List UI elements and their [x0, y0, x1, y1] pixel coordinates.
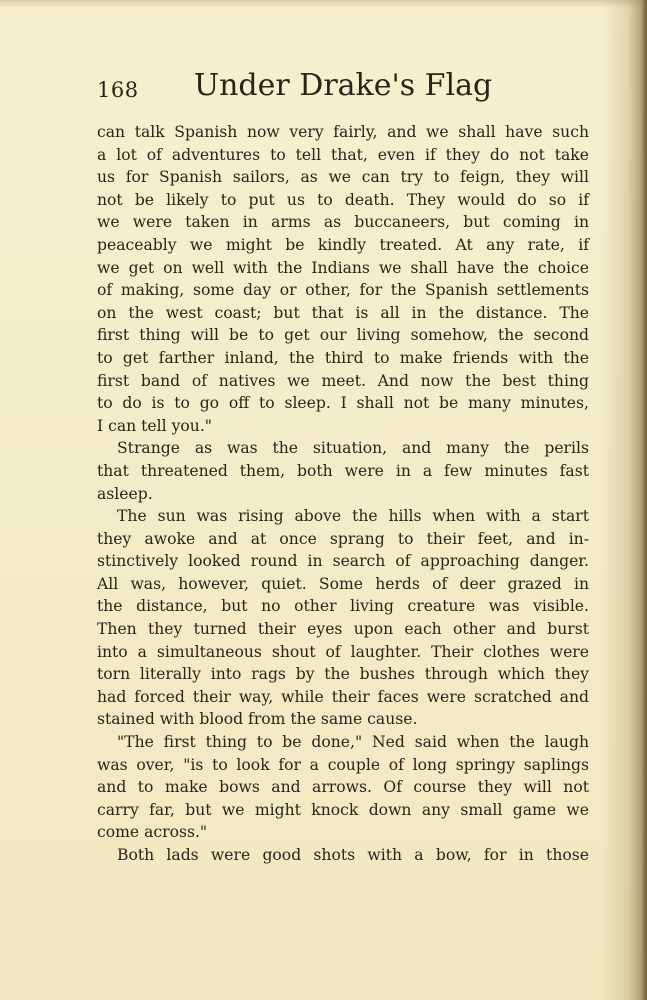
text-line: Strange as was the situation, and many the perils [117, 439, 589, 458]
text-line: stained with blood from the same cause. [97, 710, 418, 729]
running-title: Under Drake's Flag [193, 68, 493, 103]
text-line: not be likely to put us to death. They would do so if [97, 190, 589, 209]
text-line: that threatened them, both were in a few minutes fast [97, 461, 589, 480]
body-text [97, 121, 589, 867]
text-line: the distance, but no other living creature was visible. [97, 597, 589, 616]
page-top-edge [0, 0, 647, 8]
text-line: Both lads were good shots with a bow, for in those [117, 846, 589, 864]
text-line: and to make bows and arrows. Of course they will not [97, 778, 589, 797]
text-line: of making, some day or other, for the Spanish settlements [97, 281, 589, 300]
text-line: carry far, but we might knock down any small game we [97, 800, 589, 819]
text-line: Then they turned their eyes upon each other and burst [97, 620, 589, 639]
text-line: a lot of adventures to tell that, even if they do not take [97, 145, 589, 164]
text-line: into a simultaneous shout of laughter. Their clothes were [97, 642, 589, 661]
text-line: stinctively looked round in search of approaching danger. [97, 552, 589, 571]
text-line: us for Spanish sailors, as we can try to feign, they will [97, 168, 589, 187]
text-line: had forced their way, while their faces were scratched and [97, 687, 589, 706]
text-line: can talk Spanish now very fairly, and we shall have such [97, 123, 589, 141]
text-line: come across." [97, 823, 208, 842]
text-line: "The first thing to be done," Ned said when the laugh [117, 733, 589, 752]
running-header [97, 68, 589, 112]
text-line: I can tell you." [97, 416, 212, 435]
text-line: peaceably we might be kindly treated. At any rate, if [97, 235, 589, 254]
text-line: to do is to go off to sleep. I shall not be many minutes, [97, 394, 589, 413]
text-line: asleep. [97, 484, 153, 503]
text-line: we were taken in arms as buccaneers, but coming in [97, 213, 589, 232]
text-line: All was, however, quiet. Some herds of deer grazed in [97, 574, 589, 593]
text-line: they awoke and at once sprang to their feet, and in- [97, 529, 589, 548]
text-line: we get on well with the Indians we shall have the choice [97, 258, 589, 277]
text-line: to get farther inland, the third to make friends with the [97, 348, 589, 367]
text-line: first band of natives we meet. And now the best thing [97, 371, 589, 390]
text-line: first thing will be to get our living somehow, the second [97, 326, 589, 345]
text-line: The sun was rising above the hills when with a start [117, 507, 589, 526]
text-line: torn literally into rags by the bushes through which they [97, 665, 589, 684]
page-spine-shadow [641, 0, 647, 1000]
text-line: on the west coast; but that is all in the distance. The [97, 303, 589, 322]
text-line: was over, "is to look for a couple of long springy saplings [97, 755, 589, 774]
page-number: 168 [97, 78, 139, 102]
